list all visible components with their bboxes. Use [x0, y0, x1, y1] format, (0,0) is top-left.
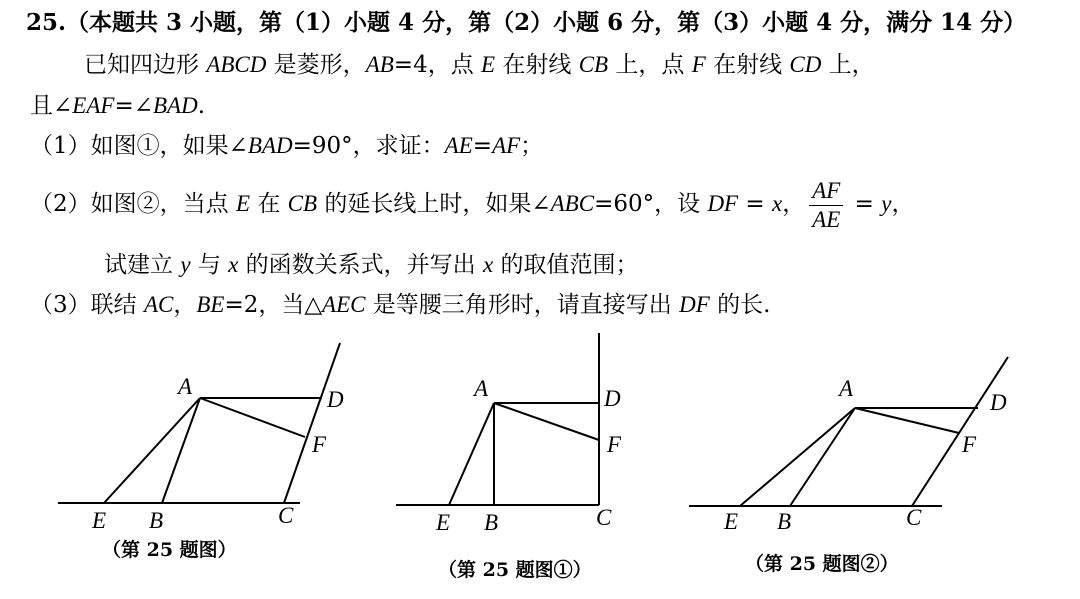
text: 上，	[821, 52, 875, 78]
math: x	[228, 252, 239, 277]
text: ，	[891, 191, 915, 217]
label-b: B	[149, 508, 164, 533]
text: =∠	[114, 93, 153, 119]
text: 已知四边形	[84, 52, 207, 78]
text: 且∠	[30, 93, 73, 119]
label-a: A	[474, 376, 489, 401]
label-c: C	[278, 503, 294, 528]
math: y	[180, 252, 191, 277]
text: =60°，设	[594, 191, 708, 217]
segment-ae	[449, 403, 494, 505]
text: （1）如图①，如果∠	[30, 133, 248, 159]
math: AEC	[322, 292, 366, 317]
text: 在	[250, 191, 288, 217]
label-c: C	[906, 505, 922, 530]
math: DF	[707, 191, 739, 216]
problem-number: 25	[26, 9, 59, 36]
label-e: E	[724, 509, 739, 534]
text: 试建立	[104, 252, 181, 278]
label-e: E	[436, 510, 451, 535]
caption-fig0: （第 25 题图）	[102, 539, 237, 561]
label-b: B	[484, 510, 499, 535]
text: 在射线	[705, 52, 790, 78]
ray-cd	[284, 343, 340, 503]
segment-ae	[740, 408, 855, 506]
math: F	[691, 52, 706, 77]
label-f: F	[607, 432, 622, 457]
text: 是菱形，	[266, 52, 366, 78]
text: =	[738, 191, 773, 217]
segment-af	[855, 408, 959, 433]
fraction-numerator: AF	[809, 177, 843, 206]
math: BAD	[152, 93, 198, 118]
segment-af	[200, 398, 305, 437]
label-b: B	[777, 509, 792, 534]
text: 的延长线上时，如果∠	[317, 191, 551, 217]
figure-1	[396, 333, 599, 505]
text: =	[847, 191, 882, 217]
math: BE	[196, 292, 225, 317]
math: CB	[287, 191, 318, 216]
label-e: E	[92, 508, 107, 533]
text: =	[472, 133, 493, 159]
side-ab	[162, 398, 200, 503]
math: AB	[365, 52, 394, 77]
text: .	[197, 93, 206, 119]
math: CB	[578, 52, 609, 77]
label-d: D	[990, 390, 1007, 415]
text: 与	[190, 252, 229, 278]
problem-score-info: .（本题共 3 小题，第（1）小题 4 分，第（2）小题 6 分，第（3）小题 4 分，满分 14 分）	[58, 9, 1027, 36]
math: E	[481, 52, 496, 77]
text: ；	[520, 133, 544, 159]
math: x	[483, 252, 494, 277]
text: 的取值范围；	[493, 252, 639, 278]
figure-0-labels	[91, 374, 344, 561]
label-c: C	[596, 505, 612, 530]
caption-fig1: （第 25 题图①）	[438, 559, 592, 581]
label-f: F	[312, 432, 327, 457]
text: 的函数关系式，并写出	[238, 252, 483, 278]
math: BAD	[247, 133, 293, 158]
text: ，	[782, 191, 806, 217]
math: EAF	[72, 93, 115, 118]
math: CD	[789, 52, 822, 77]
math: ABCD	[206, 52, 267, 77]
text: =4，点	[393, 52, 482, 78]
label-a: A	[839, 376, 854, 401]
figure-0	[58, 343, 340, 503]
text: （3）联结	[30, 292, 144, 318]
label-d: D	[604, 386, 621, 411]
text: （2）如图②，当点	[30, 191, 236, 217]
fraction-denominator: AE	[812, 206, 841, 232]
text: =2，当△	[224, 292, 323, 318]
math: AC	[143, 292, 174, 317]
ray-cd	[912, 357, 1008, 506]
math: ABC	[550, 191, 595, 216]
text: =90°，求证：	[292, 133, 445, 159]
math: E	[235, 191, 251, 216]
math: x	[772, 191, 783, 216]
label-a: A	[178, 374, 193, 399]
text: 在射线	[495, 52, 579, 78]
side-ab	[790, 408, 855, 506]
text: ，	[173, 292, 197, 318]
label-f: F	[962, 432, 977, 457]
caption-fig2: （第 25 题图②）	[745, 553, 899, 575]
label-d: D	[327, 387, 344, 412]
segment-ae	[104, 398, 200, 503]
math: AF	[492, 133, 521, 158]
text: 上，点	[608, 52, 692, 78]
text: 是等腰三角形时，请直接写出	[365, 292, 680, 318]
text: 的长.	[709, 292, 771, 318]
segment-af	[494, 403, 599, 440]
figure-1-labels	[435, 376, 622, 581]
math: AE	[444, 133, 473, 158]
figure-2-labels	[723, 376, 1007, 575]
math: DF	[679, 292, 710, 317]
math: y	[881, 191, 892, 216]
